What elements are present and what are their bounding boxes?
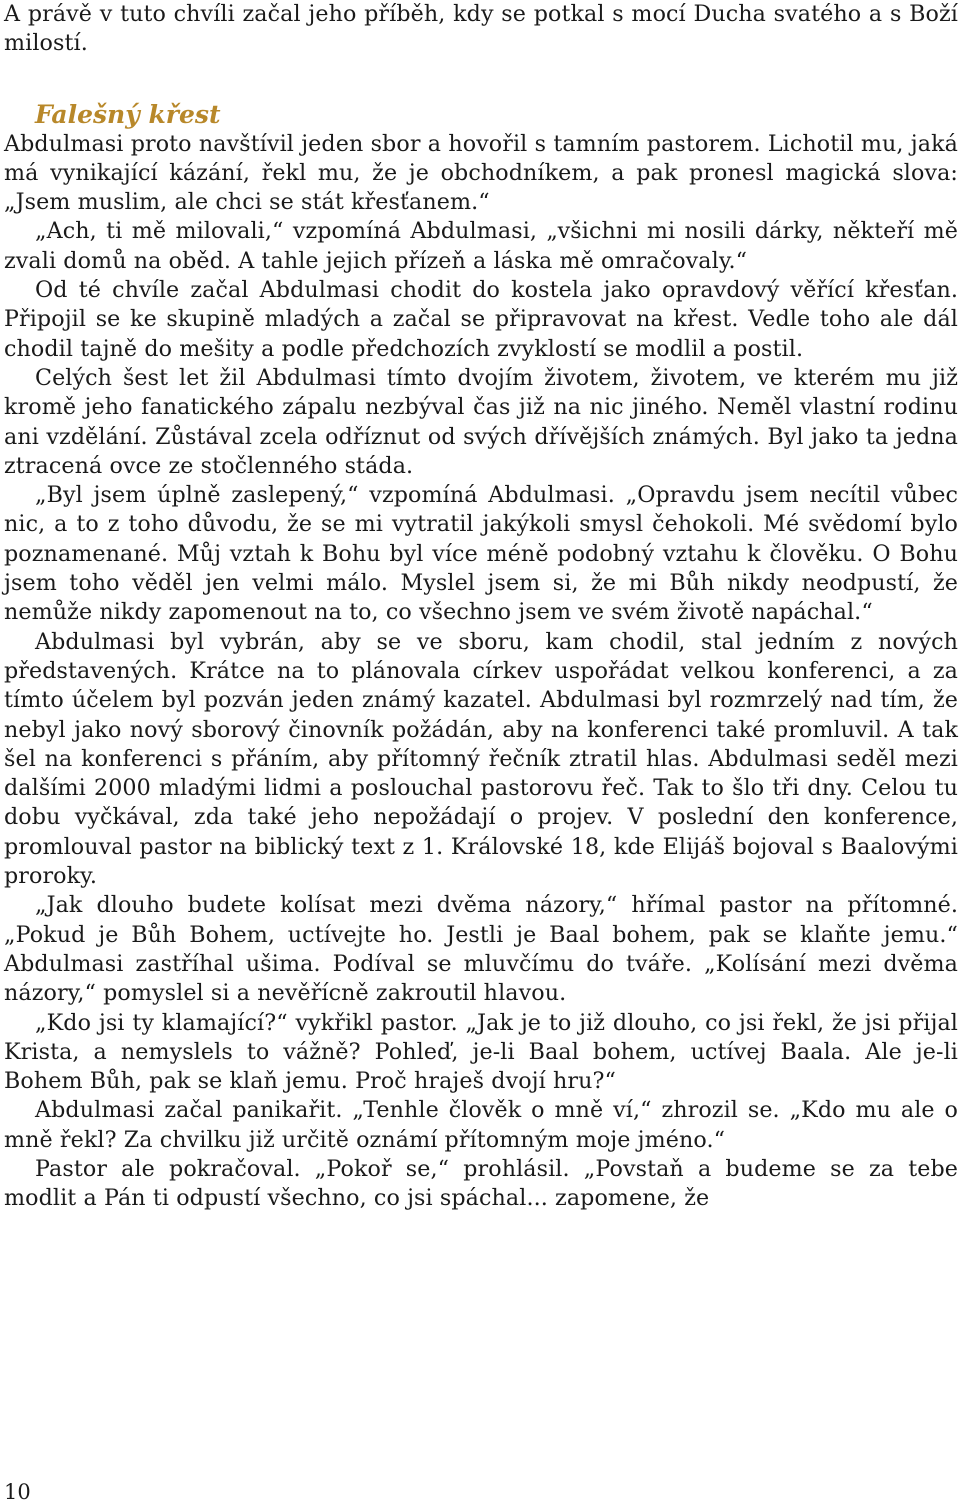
body-paragraph-6: Abdulmasi byl vybrán, aby se ve sboru, kam chodil, stal jedním z nových představených. Krátce na to plánovala církev uspořádat velkou konferenci, a za tímto účelem byl pozván jeden známý kazatel. Abdulmasi byl rozmrzelý nad tím, že nebyl jako nový sborový činovník požádán, aby na konferenci také promluvil. A tak šel na konferenci s přáním, aby přítomný řečník ztratil hlas. Abdulmasi seděl mezi dalšími 2000 mladými lidmi a poslouchal pastorovu řeč. Tak to šlo tři dny. Celou tu dobu vyčkával, zda také jeho nepožádají o projev. V poslední den konference, promlouval pastor na biblický text z 1. Královské 18, kde Elijáš bojoval s Baalovými proroky. bbox=[4, 628, 958, 890]
section-heading: Falešný křest bbox=[35, 99, 221, 129]
body-paragraph-3: Od té chvíle začal Abdulmasi chodit do kostela jako opravdový věřící křesťan. Připojil se ke skupině mladých a začal se připravovat na křest. Vedle toho ale dál chodil tajně do mešity a podle předchozích zvyklostí se modlil a postil. bbox=[4, 277, 958, 362]
body-paragraph-10: Pastor ale pokračoval. „Pokoř se,“ prohlásil. „Povstaň a budeme se za tebe modlit a Pán ti odpustí všechno, co jsi spáchal... zapomene, že bbox=[4, 1155, 958, 1212]
body-paragraph-8: „Kdo jsi ty klamající?“ vykřikl pastor. „Jak je to již dlouho, co jsi řekl, že jsi přijal Krista, a nemyslels to vážně? Pohleď, je-li Baal bohem, uctívej Baala. Ale je-li Bohem Bůh, pak se klaň jemu. Proč hraješ dvojí hru?“ bbox=[4, 1009, 958, 1095]
body-paragraph-2: „Ach, ti mě milovali,“ vzpomíná Abdulmasi, „všichni mi nosili dárky, někteří mě zvali domů na oběd. A tahle jejich přízeň a láska mě omračovaly.“ bbox=[4, 218, 958, 274]
body-paragraph-1: Abdulmasi proto navštívil jeden sbor a hovořil s tamním pastorem. Lichotil mu, jaká má vynikající kázání, řekl mu, že je obchodníkem, a pak pronesl magická slova: „Jsem muslim, ale chci se stát křesťanem.“ bbox=[4, 130, 958, 216]
body-paragraph-9: Abdulmasi začal panikařit. „Tenhle člověk o mně ví,“ zhrozil se. „Kdo mu ale o mně řekl? Za chvilku již určitě oznámí přítomným moje jméno.“ bbox=[4, 1097, 958, 1153]
document-page bbox=[4, 0, 958, 1214]
body-paragraph-4: Celých šest let žil Abdulmasi tímto dvojím životem, životem, ve kterém mu již kromě jeho fanatického zápalu nezbýval čas již na nic jiného. Neměl vlastní rodinu ani vzdělání. Zůstával zcela odříznut od svých dřívějších známých. Byl jako ta jedna ztracená ovce ze stočlenného stáda. bbox=[4, 364, 958, 479]
opening-paragraph: A právě v tuto chvíli začal jeho příběh, kdy se potkal s mocí Ducha svatého a s Boží milostí. bbox=[4, 1, 958, 57]
body-paragraph-5: „Byl jsem úplně zaslepený,“ vzpomíná Abdulmasi. „Opravdu jsem necítil vůbec nic, a to z toho důvodu, že se mi vytratil jakýkoli smysl čehokoli. Mé svědomí bylo poznamenané. Můj vztah k Bohu byl více méně podobný vztahu k člověku. O Bohu jsem toho věděl jen velmi málo. Myslel jsem si, že mi Bůh nikdy neodpustí, že nemůže nikdy zapomenout na to, co všechno jsem ve svém životě napáchal.“ bbox=[4, 482, 958, 626]
body-paragraph-7: „Jak dlouho budete kolísat mezi dvěma názory,“ hřímal pastor na přítomné. „Pokud je Bůh Bohem, uctívejte ho. Jestli je Baal bohem, pak se klaňte jemu.“ Abdulmasi zastříhal ušima. Podíval se mluvčímu do tváře. „Kolísání mezi dvěma názory,“ pomyslel si a nevěřícně zakroutil hlavou. bbox=[4, 892, 958, 1007]
page-number: 10 bbox=[4, 1480, 31, 1504]
